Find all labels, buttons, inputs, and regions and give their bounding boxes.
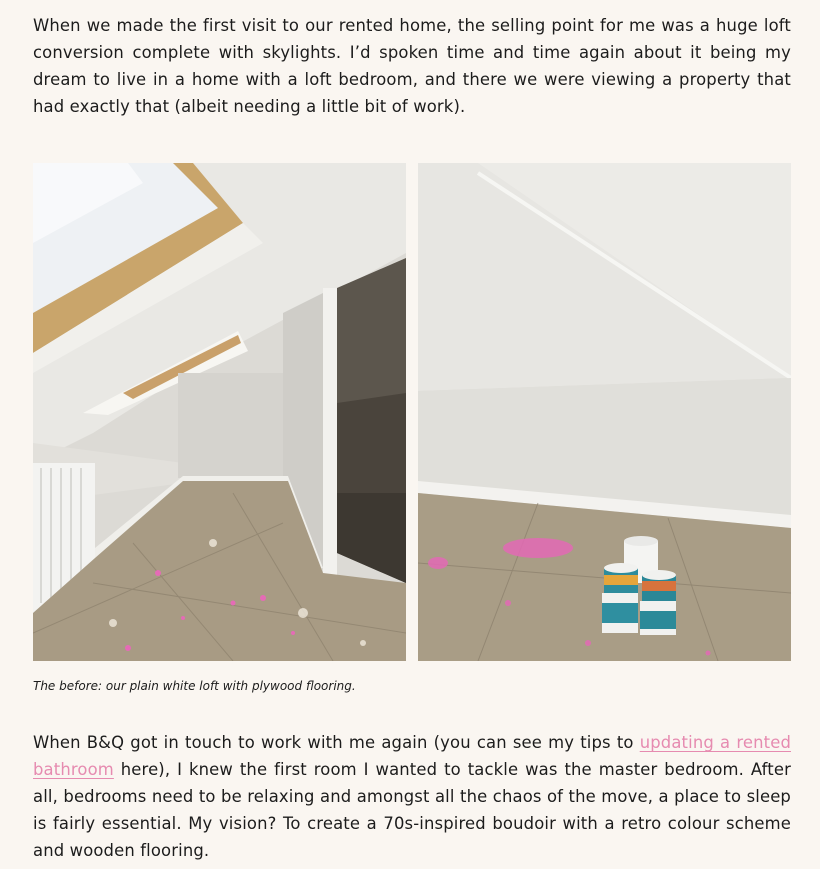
paragraph-text-after-link: here), I knew the first room I wanted to tackle was the master bedroom. After all, bedrooms need to be relaxing and amongst all the chaos of the move, a place to sleep is fairly essential. My vision? To create a 70s-inspired boudoir with a retro colour scheme and wooden flooring. xyxy=(33,760,791,860)
intro-paragraph: When we made the first visit to our rented home, the selling point for me was a huge loft conversion complete with skylights. I’d spoken time and time again about it being my dream to live in a home with a loft bedroom, and there we were viewing a property that had exactly that (albeit needing a little bit of work). xyxy=(33,16,791,116)
loft-skylight-photo xyxy=(33,163,406,661)
paragraph-text-before-link: When B&Q got in touch to work with me again (you can see my tips to xyxy=(33,733,640,752)
updating-rented-bathroom-link[interactable]: updating a rented bathroom xyxy=(33,733,791,779)
second-paragraph xyxy=(33,729,791,864)
loft-paint-tins-photo xyxy=(418,163,791,661)
photo-gallery xyxy=(33,163,791,661)
gallery-caption: The before: our plain white loft with plywood flooring. xyxy=(33,679,356,693)
